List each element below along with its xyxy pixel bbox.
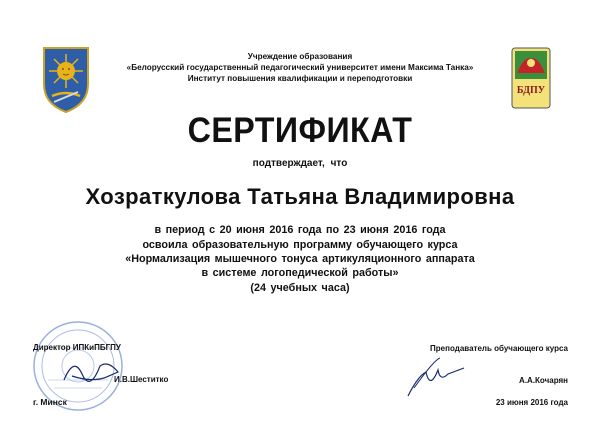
teacher-signature bbox=[404, 352, 478, 400]
certificate-title: СЕРТИФИКАТ bbox=[187, 111, 413, 150]
program-text: освоила образовательную программу обучающего курса bbox=[142, 239, 458, 251]
period-text: в период с 20 июня 2016 года по 23 июня 2016 года bbox=[154, 224, 446, 236]
teacher-position: Преподаватель обучающего курса bbox=[430, 344, 568, 353]
university-name: «Белорусский государственный педагогический университет имени Максима Танка» bbox=[126, 63, 474, 72]
institution-type: Учреждение образования bbox=[247, 52, 353, 61]
institute-name: Институт повышения квалификации и переподготовки bbox=[187, 74, 413, 83]
course-title-line-2: в системе логопедической работы» bbox=[201, 267, 399, 279]
emblem-text: БДПУ bbox=[516, 85, 546, 96]
confirms-text: подтверждает, что bbox=[252, 158, 348, 169]
teacher-name: А.А.Кочарян bbox=[519, 376, 568, 385]
course-title-line-1: «Нормализация мышечного тонуса артикуляционного аппарата bbox=[125, 253, 475, 265]
recipient-name: Хозраткулова Татьяна Владимировна bbox=[85, 184, 515, 209]
director-position: Директор ИПКиПБГПУ bbox=[33, 343, 121, 352]
director-name: И.В.Шеститко bbox=[114, 375, 169, 384]
issue-date: 23 июня 2016 года bbox=[495, 398, 568, 407]
city-text: г. Минск bbox=[33, 397, 67, 407]
hours-text: (24 учебных часа) bbox=[250, 282, 350, 294]
